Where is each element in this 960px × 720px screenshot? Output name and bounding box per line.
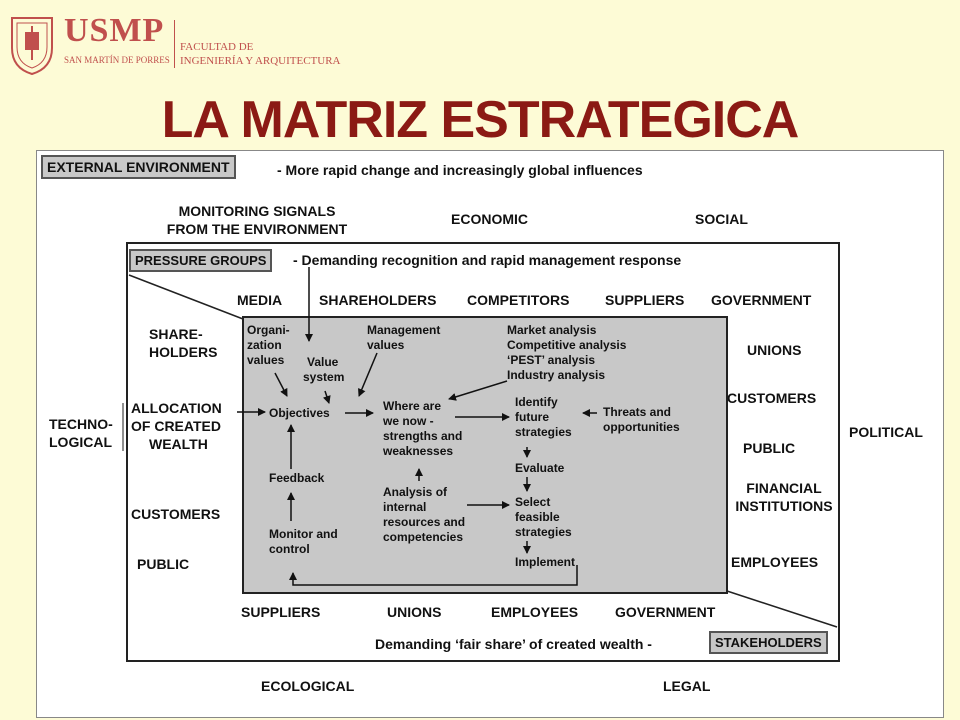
right-financial-institutions — [727, 479, 841, 515]
analysis-line-4: competencies — [383, 530, 464, 544]
monitor-and-control — [269, 527, 338, 557]
stakeholders-label: STAKEHOLDERS — [709, 631, 828, 654]
right-public: PUBLIC — [743, 440, 796, 456]
economic-label: ECONOMIC — [451, 211, 528, 227]
market-analysis-line-2: Competitive analysis — [507, 338, 627, 352]
market-analysis — [507, 323, 626, 383]
university-seal-icon — [8, 12, 56, 76]
top-government: GOVERNMENT — [711, 292, 812, 308]
bottom-unions: UNIONS — [387, 604, 442, 620]
value-system — [303, 355, 344, 385]
logo-text: USMP — [64, 12, 165, 49]
threats-and-opportunities — [603, 405, 680, 435]
select-line-2: feasible — [515, 510, 560, 524]
external-environment-caption: - More rapid change and increasingly global influences — [277, 162, 643, 178]
social-label: SOCIAL — [695, 211, 748, 227]
left-allocation-line-1: ALLOCATION — [131, 400, 222, 416]
evaluate: Evaluate — [515, 461, 565, 475]
threats-line-2: opportunities — [603, 420, 680, 434]
analysis-of-internal-resources — [383, 485, 465, 545]
technological-line-1: TECHNO- — [49, 416, 113, 432]
select-feasible-strategies — [515, 495, 572, 540]
org-values-line-3: values — [247, 353, 285, 367]
objectives: Objectives — [269, 406, 330, 420]
technological-line-2: LOGICAL — [49, 434, 112, 450]
top-competitors: COMPETITORS — [467, 292, 570, 308]
top-media: MEDIA — [237, 292, 283, 308]
where-line-4: weaknesses — [383, 444, 454, 458]
left-allocation-line-2: OF CREATED — [131, 418, 221, 434]
implement: Implement — [515, 555, 576, 569]
select-line-3: strategies — [515, 525, 572, 539]
identify-line-2: future — [515, 410, 549, 424]
where-line-1: Where are — [383, 399, 442, 413]
pressure-groups-label: PRESSURE GROUPS — [129, 249, 272, 272]
left-public: PUBLIC — [137, 556, 190, 572]
ecological-label: ECOLOGICAL — [261, 678, 355, 694]
value-system-line-2: system — [303, 370, 345, 384]
where-line-3: strengths and — [383, 429, 463, 443]
feedback: Feedback — [269, 471, 325, 485]
stakeholders-caption: Demanding ‘fair share’ of created wealth - — [375, 636, 652, 652]
right-financial-line-1: FINANCIAL — [746, 480, 822, 496]
monitoring-line-1: MONITORING SIGNALS — [178, 203, 336, 219]
right-employees: EMPLOYEES — [731, 554, 819, 570]
analysis-line-2: internal — [383, 500, 427, 514]
select-line-1: Select — [515, 495, 551, 509]
market-analysis-line-3: ‘PEST’ analysis — [507, 353, 596, 367]
right-financial-line-2: INSTITUTIONS — [735, 498, 833, 514]
monitoring-signals — [147, 202, 367, 238]
where-line-2: we now - — [383, 414, 434, 428]
logo-divider — [174, 20, 175, 68]
analysis-line-1: Analysis of — [383, 485, 448, 499]
monitoring-line-2: FROM THE ENVIRONMENT — [166, 221, 348, 237]
org-values-line-1: Organi- — [247, 323, 290, 337]
strategic-matrix-diagram — [36, 150, 944, 718]
management-values-line-1: Management — [367, 323, 441, 337]
legal-label: LEGAL — [663, 678, 711, 694]
left-allocation — [131, 399, 222, 453]
logo-subtext: SAN MARTÍN DE PORRES — [64, 55, 170, 65]
left-allocation-line-3: WEALTH — [149, 436, 208, 452]
org-values-line-2: zation — [247, 338, 282, 352]
monitor-line-1: Monitor and — [269, 527, 338, 541]
org-values — [247, 323, 290, 368]
value-system-line-1: Value — [307, 355, 339, 369]
analysis-line-3: resources and — [383, 515, 466, 529]
external-environment-label: EXTERNAL ENVIRONMENT — [41, 155, 236, 179]
identify-line-1: Identify — [515, 395, 558, 409]
market-analysis-line-4: Industry analysis — [507, 368, 606, 382]
left-customers: CUSTOMERS — [131, 506, 221, 522]
bottom-employees: EMPLOYEES — [491, 604, 579, 620]
where-are-we-now — [383, 399, 462, 459]
market-analysis-line-1: Market analysis — [507, 323, 597, 337]
bottom-suppliers: SUPPLIERS — [241, 604, 321, 620]
pressure-groups-caption: - Demanding recognition and rapid management response — [293, 252, 682, 268]
technological-label — [49, 415, 113, 451]
identify-line-3: strategies — [515, 425, 572, 439]
faculty-line-1: FACULTAD DE — [180, 41, 254, 53]
identify-future-strategies — [515, 395, 572, 440]
faculty-name — [180, 40, 341, 68]
threats-line-1: Threats and — [603, 405, 672, 419]
top-shareholders: SHAREHOLDERS — [319, 292, 437, 308]
page-title: LA MATRIZ ESTRATEGICA — [161, 91, 799, 149]
left-shareholders — [149, 325, 217, 361]
management-values — [367, 323, 440, 353]
left-shareholders-line-2: HOLDERS — [149, 344, 218, 360]
faculty-line-2: INGENIERÍA Y ARQUITECTURA — [180, 55, 341, 67]
management-values-line-2: values — [367, 338, 405, 352]
monitor-line-2: control — [269, 542, 310, 556]
political-label: POLITICAL — [849, 424, 923, 440]
right-customers: CUSTOMERS — [727, 390, 817, 406]
left-shareholders-line-1: SHARE- — [149, 326, 203, 342]
bottom-government: GOVERNMENT — [615, 604, 716, 620]
right-unions: UNIONS — [747, 342, 802, 358]
top-suppliers: SUPPLIERS — [605, 292, 685, 308]
